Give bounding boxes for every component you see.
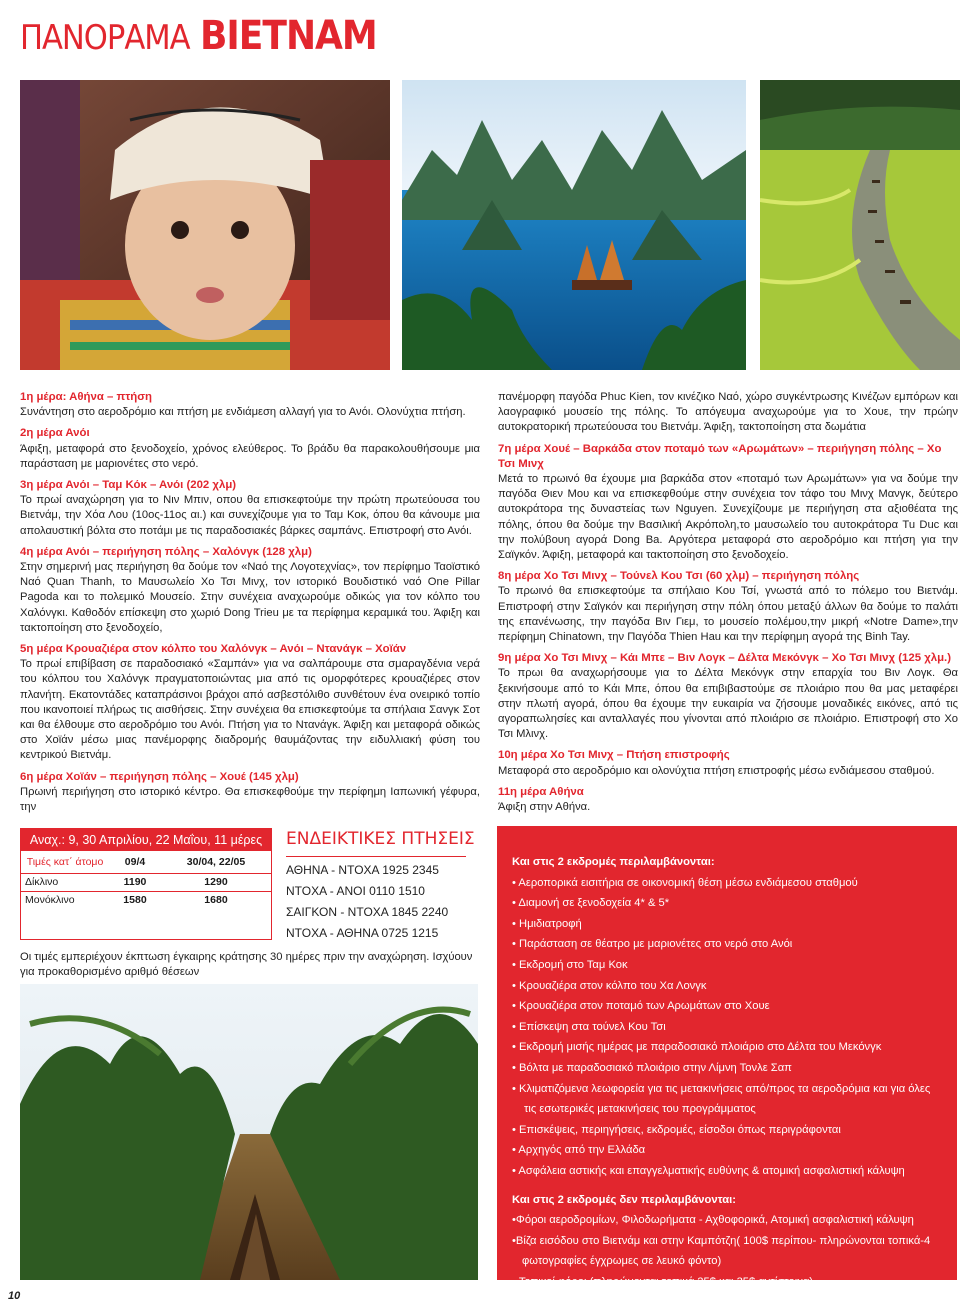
list-item: •Φόροι αεροδρομίων, Φιλοδωρήματα - Αχθοφορικά, Ατομική ασφαλιστική κάλυψη	[512, 1214, 914, 1227]
price-table-header: Αναχ.: 9, 30 Απριλίου, 22 Μαΐου, 11 μέρες	[21, 829, 271, 851]
itinerary-day	[498, 569, 958, 645]
page-number: 10	[8, 1290, 21, 1302]
not-included-heading: Και στις 2 εκδρομές δεν περιλαμβάνονται:	[512, 1193, 736, 1206]
indicative-flights	[286, 828, 482, 944]
not-included-list	[512, 1210, 941, 1292]
photo-child	[20, 80, 390, 370]
day-title: 10η μέρα Χο Τσι Μινχ – Πτήση επιστροφής	[498, 749, 730, 762]
itinerary-right-column	[498, 390, 958, 815]
list-item: • Διαμονή σε ξενοδοχεία 4* & 5*	[512, 897, 670, 910]
day-text: Το πρωί αναχώρηση για το Νιν Μπιν, οπου θα επισκεφτούμε την πρώτη πρωτεύουσα του Βιετνάμ, την Χόα Λου (10ος-11ος αι.) και συνεχίζουμε για το Ταμ Κοκ, όπου θα κάνουμε μια απολαυστική βόλτα στο ποτάμι με τις παραδοσιακές βάρκες σαμπάνς. Επιστροφή στο Ανόι.	[20, 494, 480, 537]
list-item: • Τοπικοί φόροι (πληρώνονται τοπικά 25$ και 35$ αντίστοιχα)	[512, 1275, 813, 1288]
day-text: Το πρωί επιβίβαση σε παραδοσιακό «Σαμπάν» για να σαλπάρουμε στα σμαραγδένια νερά του κόλπου του Χαλόνγκ πραγματοποιώντας μια από τις ομορφότερες κρουαζιέρες στον πλανήτη. Εκατοντάδες καταπράσινοι βράχοι από ασβεστόλιθο συνθέτουν ένα ονειρικό τοπίο που ικανοποιεί πλήρως τις αισθήσεις. Στην συνέχεια θα επισκεφτούμε τα σπήλαια Σανγκ Σοτ και θα έλθουμε στο αεροδρόμιο του Ανόι. Πτήση για το Ντανάγκ. Άφιξη και μεταφορά οδικώς στο Χοϊάν μέσω μιας πανέμορφης διαδρομής θαυμάζοντας την ειδυλλιακή φύση του κεντρικού Βιετνάμ.	[20, 658, 480, 762]
table-row	[21, 873, 271, 891]
flight-line: ΑΘΗΝΑ - ΝΤΟΧΑ 1925 2345	[286, 863, 439, 877]
spacer	[512, 1182, 941, 1190]
title-part1: ΠΑΝΟΡΑΜΑ	[20, 18, 190, 58]
itinerary-day	[20, 478, 480, 539]
itinerary-day	[498, 651, 958, 742]
list-item: • Παράσταση σε θέατρο με μαριονέτες στο νερό στο Ανόι	[512, 938, 793, 951]
itinerary-left-column	[20, 390, 480, 815]
itinerary-day	[498, 442, 958, 564]
list-item: • Εκδρομή μισής ημέρας με παραδοσιακό πλοιάριο στο Δέλτα του Μεκόνγκ	[512, 1041, 882, 1054]
day-text: Άφιξη στην Αθήνα.	[498, 801, 591, 814]
list-item: • Κρουαζιέρα στον κόλπο του Χα Λονγκ	[512, 979, 707, 992]
list-item: • Ημιδιατροφή	[512, 917, 582, 930]
price-value: 1190	[109, 873, 161, 891]
day-title: 6η μέρα Χοϊάν – περιήγηση πόλης – Χουέ (145 χλμ)	[20, 770, 299, 783]
day-title: 9η μέρα Χο Τσι Μινχ – Κάι Μπε – Βιν Λογκ – Δέλτα Μεκόνγκ – Χο Τσι Μινχ (125 χλμ.)	[498, 652, 952, 665]
list-item: • Κλιματιζόμενα λεωφορεία για τις μετακινήσεις από/προς τα αεροδρόμια και για όλες	[512, 1082, 931, 1095]
day-title: 8η μέρα Χο Τσι Μινχ – Τούνελ Κου Τσι (60 χλμ) – περιήγηση πόλης	[498, 570, 860, 583]
included-box	[497, 826, 957, 1288]
day-title: 1η μέρα: Αθήνα – πτήση	[20, 391, 153, 403]
price-note: Οι τιμές εμπεριέχουν έκπτωση έγκαιρης κράτησης 30 ημέρες πριν την αναχώρηση. Ισχύουν για προκαθορισμένο αριθμό θέσεων	[20, 951, 473, 978]
day-text: Μεταφορά στο αεροδρόμιο και ολονύχτια πτήση επιστροφής μέσω ενδιάμεσου σταθμού.	[498, 764, 935, 777]
day-text: Στην σημερινή μας περιήγηση θα δούμε τον «Ναό της Λογοτεχνίας», τον περίφημο Ταοϊστικό Ναό Quan Thanh, το Μαυσωλείο Χο Τσι Μινχ, τον ιστορικό Βουδιστικό ναό One Pillar Pagoda και το πολεμικό Μουσείο. Στην συνέχεια αναχωρούμε οδικώς για τον κόλπο του Χαλόνγκι. Καθοδόν επίσκεψη στο χωριό Dong Trieu με τα περίφημα κεραμικά του. Άφιξη και τακτοποίηση στο ξενοδοχείο,	[20, 561, 480, 634]
list-item: • Αρχηγός από την Ελλάδα	[512, 1144, 646, 1157]
itinerary-day	[20, 390, 480, 420]
day-title: 5η μέρα Κρουαζιέρα στον κόλπο του Χαλόνγκ – Ανόι – Ντανάγκ – Χοϊάν	[20, 643, 407, 656]
day-text: Συνάντηση στο αεροδρόμιο και πτήση με ενδιάμεση αλλαγή για το Ανόι. Ολονύχτια πτήση.	[20, 406, 466, 419]
price-value: 1290	[161, 873, 271, 891]
flights-title: ΕΝΔΕΙΚΤΙΚΕΣ ΠΤΗΣΕΙΣ	[286, 829, 475, 849]
room-type: Δίκλινο	[21, 873, 109, 891]
included-heading: Και στις 2 εκδρομές περιλαμβάνονται:	[512, 856, 715, 868]
itinerary-day	[20, 545, 480, 636]
table-header-row	[21, 851, 271, 873]
list-item: φωτογραφίες έγχρωμες σε λευκό φόντο)	[522, 1255, 722, 1268]
day-title: 7η μέρα Χουέ – Βαρκάδα στον ποταμό των «Αρωμάτων» – περιήγηση πόλης – Χο Τσι Μινχ	[498, 442, 942, 470]
price-column-date1: 09/4	[109, 851, 161, 873]
day-text: Πρωινή περιήγηση στο ιστορικό κέντρο. Θα επισκεφθούμε την περίφημη Ιαπωνική γέφυρα, την	[20, 785, 480, 814]
flight-line: ΣΑΙΓΚΟΝ - ΝΤΟΧΑ 1845 2240	[286, 905, 449, 919]
price-value: 1580	[123, 894, 147, 907]
price-column-date2: 30/04, 22/05	[161, 851, 271, 873]
flight-line: ΝΤΟΧΑ - ΑΘΗΝΑ 0725 1215	[286, 926, 439, 940]
list-item: τις εσωτερικές μετακινήσεις του προγράμματος	[524, 1103, 756, 1116]
page-title	[20, 12, 377, 62]
photo-rice-river	[760, 80, 960, 370]
day-title: 3η μέρα Ανόι – Ταμ Κόκ – Ανόι (202 χλμ)	[20, 479, 237, 492]
included-list	[512, 873, 941, 1182]
itinerary-day	[498, 390, 958, 436]
list-item: • Βόλτα με παραδοσιακό πλοιάριο στην Λίμνη Τονλε Σαπ	[512, 1061, 792, 1074]
room-type: Μονόκλινο	[25, 894, 75, 907]
list-item: • Επισκέψεις, περιηγήσεις, εκδρομές, είσοδοι όπως περιγράφονται	[512, 1123, 841, 1136]
title-part2: ΒΙΕΤΝΑΜ	[200, 13, 377, 59]
day-title: 11η μέρα Αθήνα	[498, 785, 584, 798]
price-table-box	[20, 828, 272, 940]
list-item: •Βίζα εισόδου στο Βιετνάμ και στην Καμπότζη( 100$ περίπου- πληρώνονται τοπικά-4	[512, 1234, 931, 1247]
itinerary-day	[20, 642, 480, 764]
list-item: • Αεροπορικά εισιτήρια σε οικονομική θέση μέσω ενδιάμεσου σταθμού	[512, 876, 858, 889]
photo-halong-bay	[402, 80, 746, 370]
price-column-label: Τιμές κατ΄ άτομο	[21, 851, 109, 873]
price-value: 1680	[204, 894, 228, 907]
itinerary-day	[20, 770, 480, 816]
list-item: • Επίσκεψη στα τούνελ Κου Τσι	[512, 1020, 666, 1033]
list-item: • Κρουαζιέρα στον ποταμό των Αρωμάτων στο Χουε	[512, 1000, 770, 1013]
day-text: Μετά το πρωινό θα έχουμε μια βαρκάδα στον «ποταμό των Αρωμάτων» για να δούμε την παγόδα Θιεν Μου και να επισκεφθούμε στην συνέχεια τον τάφο του Μινχ Μανγκ, δεύτερο αυτοκράτορα της δυναστείας των Nguyen. Συνεχίζουμε με περιήγηση στα αξιοθέατα της πόλης, όπου θα δούμε την Βασιλική Ακρόπολη,το μαυσωλείο του αυτοκράτορα Tu Duc και την πολύβουη αγορά Dong Ba. Αργότερα μεταφορά στο αεροδρόμιο και πτήση για την Σαϊγκόν. Άφιξη, μεταφορά και τακτοποίηση στο ξενοδοχείο.	[498, 473, 958, 562]
itinerary-day	[498, 785, 958, 815]
itinerary-day	[20, 426, 480, 472]
price-table	[21, 851, 271, 909]
day-text: Άφιξη, μεταφορά στο ξενοδοχείο, χρόνος ελεύθερος. Το βράδυ θα παρακολουθήσουμε μια παράσταση με μαριονέτες στο νερό.	[20, 442, 480, 470]
table-row	[21, 891, 271, 909]
flights-divider	[286, 856, 466, 857]
day-title: 4η μέρα Ανόι – περιήγηση πόλης – Χαλόνγκ (128 χλμ)	[20, 545, 312, 558]
list-item: • Ασφάλεια αστικής και επαγγελματικής ευθύνης & ατομική ασφαλιστική κάλυψη	[512, 1164, 905, 1177]
day-text: Το πρωι θα αναχωρήσουμε για το Δέλτα Μεκόνγκ στην επαρχία του Βιν Λογκ. Θα ξεκινήσουμε από το Κάι Μπε, όπου θα επιβιβαστούμε σε πλοιάριο που θα μας μεταφέρει στην πλωτή αγορά, όπου θα έχουμε την ευκαιρία να ζήσουμε μοναδικές εικόνες, από τις αγοραπωλησίες και ανταλλαγές που γίνονται από πλοιάριο σε πλοιάριο. Επιστροφή στο Χο Τσι Μλινχ.	[498, 667, 958, 741]
flight-line: ΝΤΟΧΑ - ΑΝΟΙ 0110 1510	[286, 884, 425, 898]
day-text: πανέμορφη παγόδα Phuc Kien, τον κινέζικο Ναό, χώρο συγκέντρωσης Κινέζων εμπόρων και λαογραφικό μουσείο της πόλης. Το απόγευμα αναχωρούμε για το Χουε, την πρώην αυτοκρατορική πρωτεύουσα του Βιετνάμ. Άφιξη, τακτοποίηση στα δωμάτια	[498, 391, 958, 434]
day-title: 2η μέρα Ανόι	[20, 427, 90, 440]
itinerary-day	[498, 748, 958, 778]
list-item: • Εκδρομή στο Ταμ Κοκ	[512, 958, 628, 971]
photo-mekong-canal	[20, 984, 478, 1280]
day-text: Το πρωινό θα επισκεφτούμε τα σπήλαιο Κου Τσί, γνωστά από το πόλεμο του Βιετνάμ. Επιστροφή στην Σαϊγκόν και περιήγηση στην πόλη όπου μεταξύ άλλων θα δούμε το παλάτι της επανένωσης, την παγόδα Βιν Γιεμ, το μουσείο πολέμου,την μικρή «Notre Dame»,την περίφημη Chinatown, την Παγόδα Thien Hau και την περίφημη αγορά της Binh Tay.	[498, 585, 958, 644]
